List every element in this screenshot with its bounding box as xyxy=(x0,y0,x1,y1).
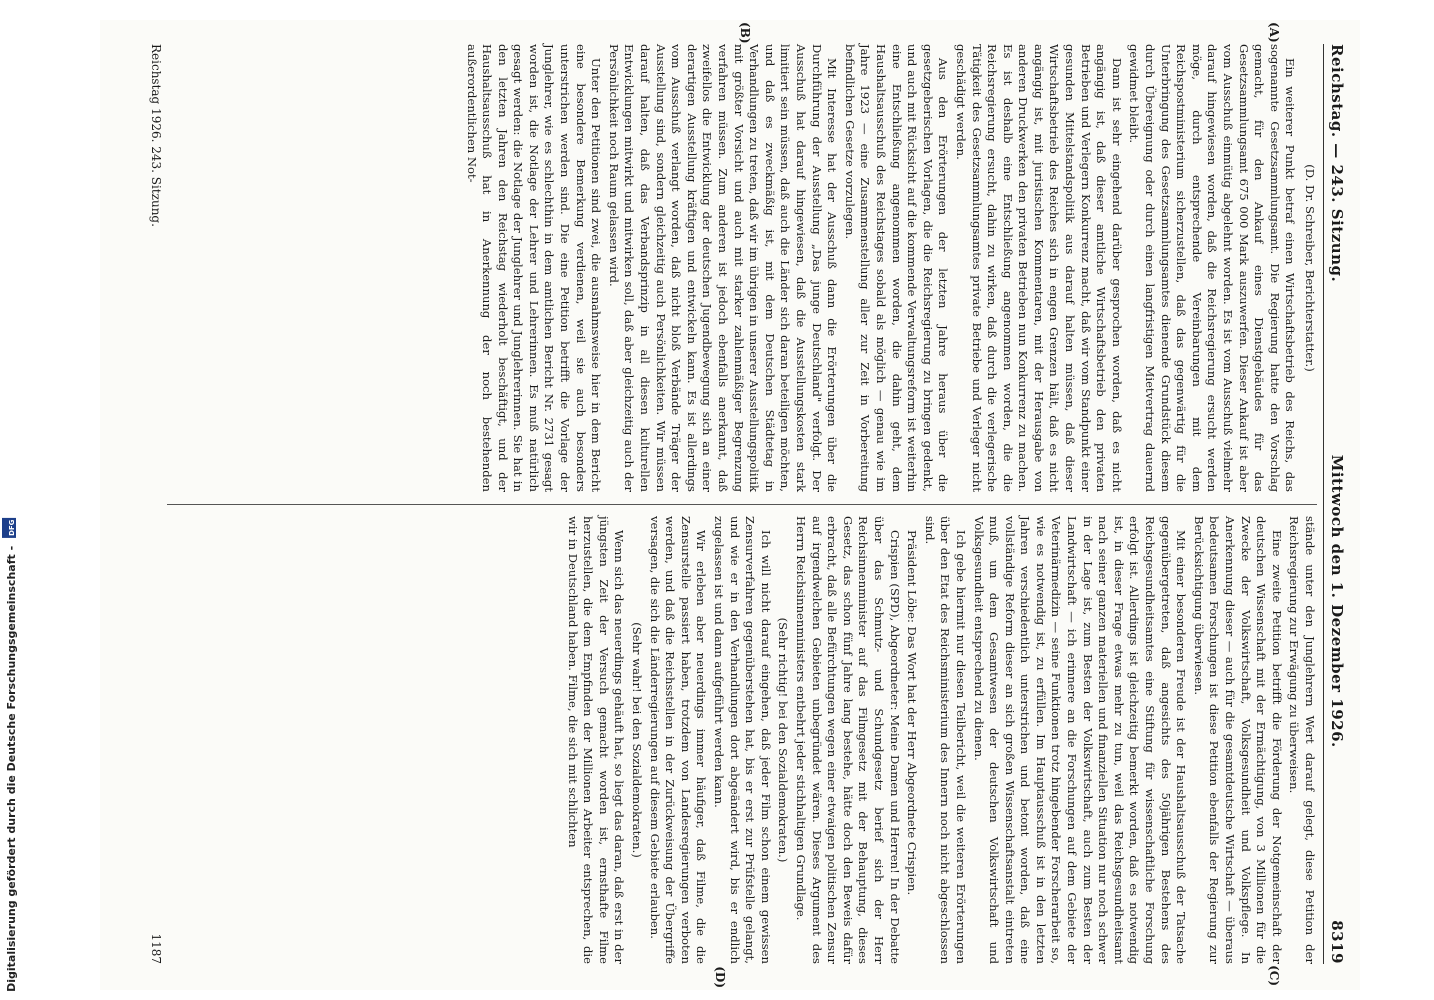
paragraph: Mit einer besonderen Freude ist der Haushaltsausschuß der Tatsache gegenübergetreten, daß angesichts des 50jährigen Bestehens des Reichsgesundheitsamtes eine Stiftung für wissenschaftliche Forschung erfolgt ist. Allerdings ist gleichzeitig bemerkt worden, daß es notwendig ist, in dieser Frage etwas mehr zu tun, weil das Reichsgesundheitsamt nach seiner ganzen materiellen und finanziellen Situation nur noch schwer in der Lage ist, zum Besten der Volkswirtschaft, auch zum Besten der Landwirtschaft — ich erinnere an die Forschungen auf dem Gebiete der Veterinärmedizin — seine Funktionen trotz hingebender Forscherarbeit so, wie es notwendig ist, zu erfüllen. Im Hauptausschuß ist in den letzten Jahren verschiedentlich unterstrichen und betont worden, daß eine vollständige Reform dieser an sich großen Wissenschaftsanstalt eintreten muß, um dem Gesamtwesen der deutschen Volkswirtschaft und Volksgesundheit entsprechend zu dienen. xyxy=(971,516,1189,964)
scanned-page xyxy=(100,20,1360,990)
page-number: 8319 xyxy=(1328,920,1346,964)
column-divider xyxy=(167,504,1317,505)
footer-left: Reichstag 1926. 243. Sitzung. xyxy=(149,44,163,227)
footer-page-number: 1187 xyxy=(149,933,163,964)
right-column xyxy=(167,516,1317,988)
paragraph: Ich will nicht darauf eingehen, daß jeder Film schon einem gewissen Zensurverfahren gegenüberstehen hat, bis er erst zur Prüfstelle gelangt, und wie er in den Verhandlungen dort abgeändert wird, bis er endlich zugelassen ist und dann aufgeführt werden kann. xyxy=(712,516,773,964)
text-columns xyxy=(167,22,1317,988)
paragraph: Dann ist sehr eingehend darüber gesprochen worden, daß es nicht angängig ist, daß dieser amtliche Wirtschaftsbetrieb den privaten Betrieben und Verlegern Konkurrenz macht, daß wir vom Standpunkt einer gesunden Mittelstandspolitik aus darauf halten müssen, daß dieser Wirtschaftsbetrieb des Reiches sich in engen Grenzen hält, daß es nicht angängig ist, mit juristischen Kommentaren, mit der Herausgabe von anderen Druckwerken den privaten Betrieben nun Konkurrenz zu machen. Es ist deshalb eine Entschließung angenommen worden, die die Reichsregierung ersucht, dahin zu wirken, daß durch die verlegerische Tätigkeit des Gesetzsammlungsamtes private Betriebe und Verleger nicht geschädigt werden. xyxy=(953,44,1124,492)
margin-marker-b: (B) xyxy=(738,22,752,44)
paragraph: Wir erleben aber neuerdings immer häufiger, daß Filme, die die Zensurstelle passiert haben, trotzdem von Landesregierungen verboten werden, und daß die Reichsstellen in der Zurückweisung der Übergriffe versagen, die sich die Länderregierungen auf diesem Gebiete erlauben. xyxy=(647,516,709,964)
header-left: Reichstag. — 243. Sitzung. xyxy=(1328,44,1346,283)
paragraph: Crispien (SPD), Abgeordneter: Meine Damen und Herren! In der Debatte über das Schmutz- und Schundgesetz berief sich der Herr Reichsinnenminister auf das Filmgesetz mit der Behauptung, dieses Gesetz, das schon fünf Jahre lang bestehe, hätte doch den Beweis dafür erbracht, daß alle Befürchtungen wegen einer etwaigen politischen Zensur auf irgendwelchen Gebieten unbegründet wären. Dieses Argument des Herrn Reichsinnenministers entbehrt jeder stichhaltigen Grundlage. xyxy=(794,516,902,964)
left-column xyxy=(167,22,1317,492)
paragraph: Eine zweite Petition betrifft die Förderung der Notgemeinschaft der deutschen Wissenschaft mit der Ermächtigung, von 3 Millionen für die Zwecke der Volkswirtschaft, Volksgesundheit und Volkspflege. In Anerkennung dieser — auch für die gesamtdeutsche Wirtschaft — überaus bedeutsamen Forschungen ist diese Petition ebenfalls der Regierung zur Berücksichtigung überwiesen. xyxy=(1191,516,1284,964)
paragraph: Ein weiterer Punkt betraf einen Wirtschaftsbetrieb des Reichs, das sogenannte Gesetzsammlungsamt. Die Regierung hatte den Vorschlag gemacht, für den Ankauf eines Dienstgebäudes für das Gesetzsammlungsamt 675 000 Mark auszuwerfen. Dieser Ankauf ist aber vom Ausschuß einmütig abgelehnt worden. Es ist vom Ausschuß vielmehr darauf hingewiesen worden, daß die Reichsregierung ersucht werden möge, durch entsprechende Vereinbarungen mit dem Reichspostministerium sicherzustellen, daß das gegenwärtig für die Unterbringung des Gesetzsammlungsamtes dienende Grundstück diesem durch Übereignung oder durch einen langfristigen Mietvertrag dauernd gewidmet bleibt. xyxy=(1127,44,1298,492)
page-footer xyxy=(149,44,163,964)
paragraph: Aus den Erörterungen der letzten Jahre heraus über die gesetzgeberischen Vorlagen, die die Reichsregierung zu bringen gedenkt, und auch mit Rücksicht auf die kommende Verwaltungsreform ist weiterhin eine Entschließung angenommen worden, die dahin geht, dem Haushaltsausschuß des Reichstages sobald als möglich — genau wie im Jahre 1923 — eine Zusammenstellung aller zur Zeit in Vorbereitung befindlichen Gesetze vorzulegen. xyxy=(842,44,951,492)
paragraph: Wenn sich das neuerdings gehäuft hat, so liegt das daran, daß erst in der jüngsten Zeit der Versuch gemacht worden ist, ernsthafte Filme herzustellen, die dem Empfinden der Millionen Arbeiter entsprechen, die wir in Deutschland haben. Filme, die sich mit schlichten xyxy=(565,516,627,964)
paragraph: Ich gebe hiermit nur diesen Teilbericht, weil die weiteren Erörterungen über den Etat des Reichsministerium des Innern noch nicht abgeschlossen sind. xyxy=(922,516,968,964)
paragraph: stände unter den Junglehrern Wert darauf gelegt, diese Petition der Reichsregierung zur Erwägung zu überweisen. xyxy=(1287,516,1317,964)
dfg-logo-icon: DFG xyxy=(2,518,16,538)
margin-marker-a: (A) xyxy=(1267,22,1281,43)
interjection: (Sehr wahr! bei den Sozialdemokraten.) xyxy=(630,622,645,858)
president-line: Präsident Löbe: Das Wort hat der Herr Abgeordnete Crispien. xyxy=(905,530,920,896)
header-date: Mittwoch den 1. Dezember 1926. xyxy=(1328,454,1346,748)
page-header xyxy=(1323,44,1346,964)
margin-marker-d: (D) xyxy=(713,966,727,988)
credit-text: Digitalisierung gefördert durch die Deutsche Forschungsgemeinschaft - xyxy=(5,545,18,992)
speaker-line: (D. Dr. Schreiber, Berichterstatter.) xyxy=(1303,164,1317,372)
digitization-credit xyxy=(0,0,22,1000)
interjection: (Sehr richtig! bei den Sozialdemokraten.) xyxy=(776,617,791,863)
margin-marker-c: (C) xyxy=(1267,965,1281,986)
paragraph: Unter den Petitionen sind zwei, die ausnahmsweise hier in dem Bericht eine besondere Bemerkung verdienen, weil sie auch besonders unterstrichen werden sind. Die eine Petition betrifft die Vorlage der Junglehrer, wie es schlechthin in dem amtlichen Bericht Nr. 2731 gesagt worden ist, die Notlage der Lehrer und Lehrerinnen. Es muß natürlich gesagt werden: die Notlage der Junglehrer und Junglehrerinnen. Sie hat in den letzten Jahren den Reichstag wiederholt beschäftigt, und der Haushaltsausschuß hat in Anerkennung der noch bestehenden außerordentlichen Not- xyxy=(464,44,604,492)
paragraph: Mit Interesse hat der Ausschuß dann die Erörterungen über die Durchführung der Ausstellung „Das junge Deutschland" verfolgt. Der Ausschuß hat darauf hingewiesen, daß die Ausstellungskosten stark limitiert sein müssen, daß auch die Länder sich daran beteiligen möchten, und daß es zweckmäßig ist, mit dem Deutschen Städtetag in Verhandlungen zu treten, daß wir im übrigen in unserer Ausstellungspolitik mit größter Vorsicht und auch mit starker zahlenmäßiger Begrenzung verfahren müssen. Zum anderen ist jedoch ebenfalls anerkannt, daß zweifellos die Entwicklung der deutschen Jugendbewegung sich an einer derartigen Ausstellung kräftigen und entwickeln kann. Es ist allerdings vom Ausschuß verlangt worden, daß nicht bloß Verbände Träger der Ausstellung sind, sondern gleichzeitig auch Persönlichkeiten. Wir müssen darauf halten, daß das Verbandsprinzip in all diesen kulturellen Entwicklungen mitwirkt und mitwirken soll, daß aber gleichzeitig auch der Persönlichkeit noch Raum gelassen wird. xyxy=(606,44,840,492)
